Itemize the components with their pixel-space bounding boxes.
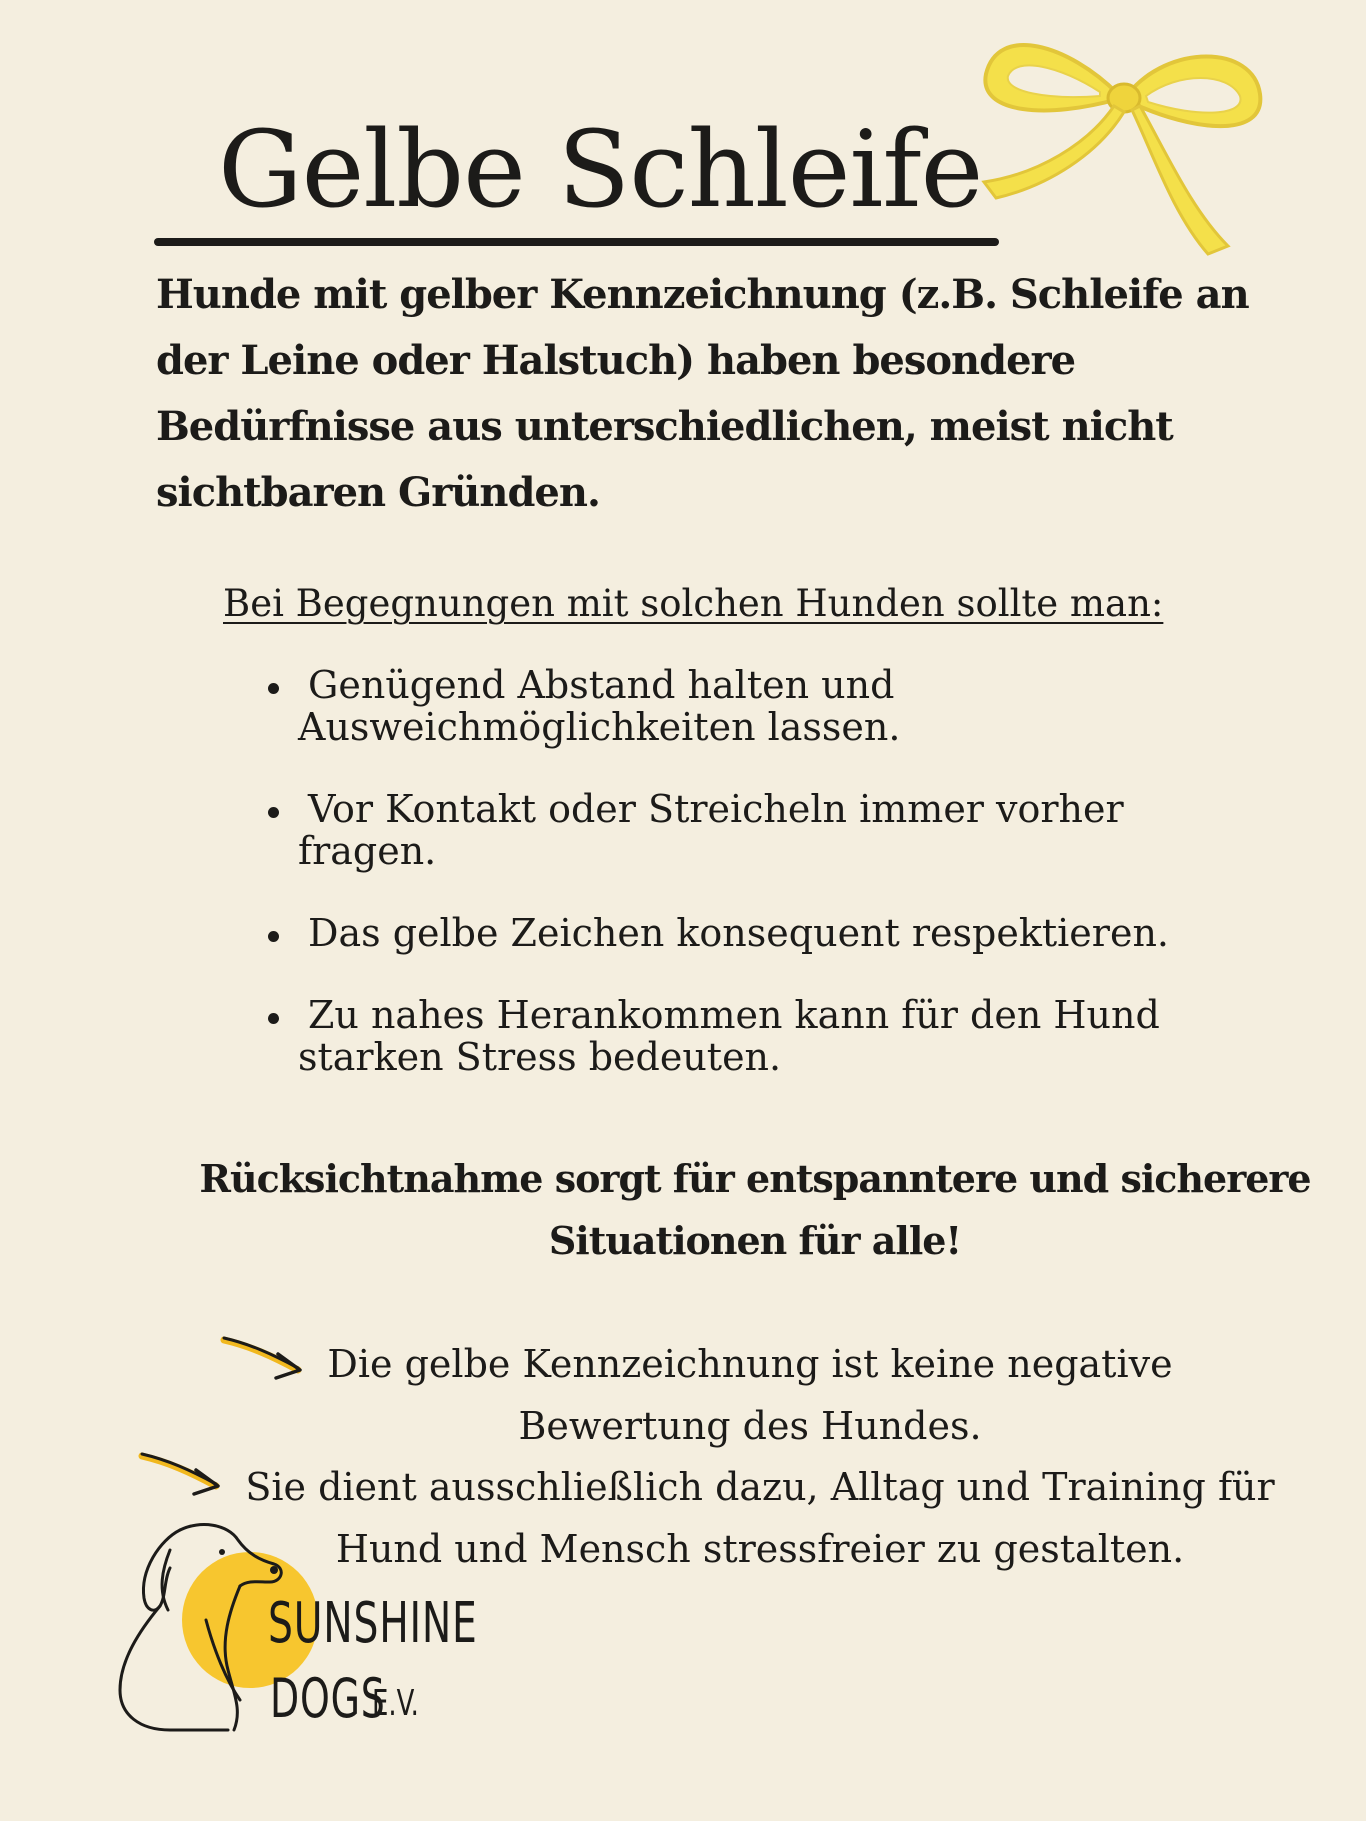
- logo-suffix: E.V.: [372, 1683, 419, 1724]
- list-item: [270, 788, 1270, 872]
- list-item: [270, 994, 1270, 1078]
- sunshine-dogs-logo: [110, 1510, 510, 1740]
- bullet-icon: [268, 931, 279, 942]
- tips-list: [270, 664, 1270, 1118]
- tip-text: Genügend Abstand halten und Ausweichmöglichkeiten lassen.: [298, 663, 901, 749]
- arrow-icon: [220, 1332, 308, 1384]
- title-underline: [154, 238, 999, 246]
- page-title: Gelbe Schleife: [218, 108, 983, 231]
- motto-text: Rücksichtnahme sorgt für entspanntere und sicherere Situationen für alle!: [199, 1156, 1311, 1263]
- yellow-bow-icon: [978, 14, 1268, 264]
- list-item: [270, 664, 1270, 748]
- note-text: Sie dient ausschließlich dazu, Alltag und Training für Hund und Mensch stressfreier zu gestalten.: [245, 1465, 1275, 1571]
- list-item: [270, 912, 1270, 954]
- tip-text: Vor Kontakt oder Streicheln immer vorher fragen.: [298, 787, 1124, 873]
- bullet-icon: [268, 807, 279, 818]
- logo-line2: DOGS: [270, 1667, 386, 1730]
- sub-heading: Bei Begegnungen mit solchen Hunden sollte man:: [223, 582, 1164, 625]
- bullet-icon: [268, 1013, 279, 1024]
- tip-text: Das gelbe Zeichen konsequent respektieren.: [308, 911, 1169, 955]
- arrow-icon: [138, 1448, 226, 1500]
- tip-text: Zu nahes Herankommen kann für den Hund starken Stress bedeuten.: [298, 993, 1160, 1079]
- intro-text: Hunde mit gelber Kennzeichnung (z.B. Schleife an der Leine oder Halstuch) haben besondere Bedürfnisse aus unterschiedlichen, meist nicht sichtbaren Gründen.: [156, 271, 1249, 516]
- bullet-icon: [268, 683, 279, 694]
- note-text: Die gelbe Kennzeichnung ist keine negative Bewertung des Hundes.: [327, 1342, 1173, 1448]
- logo-line1: SUNSHINE: [268, 1591, 478, 1656]
